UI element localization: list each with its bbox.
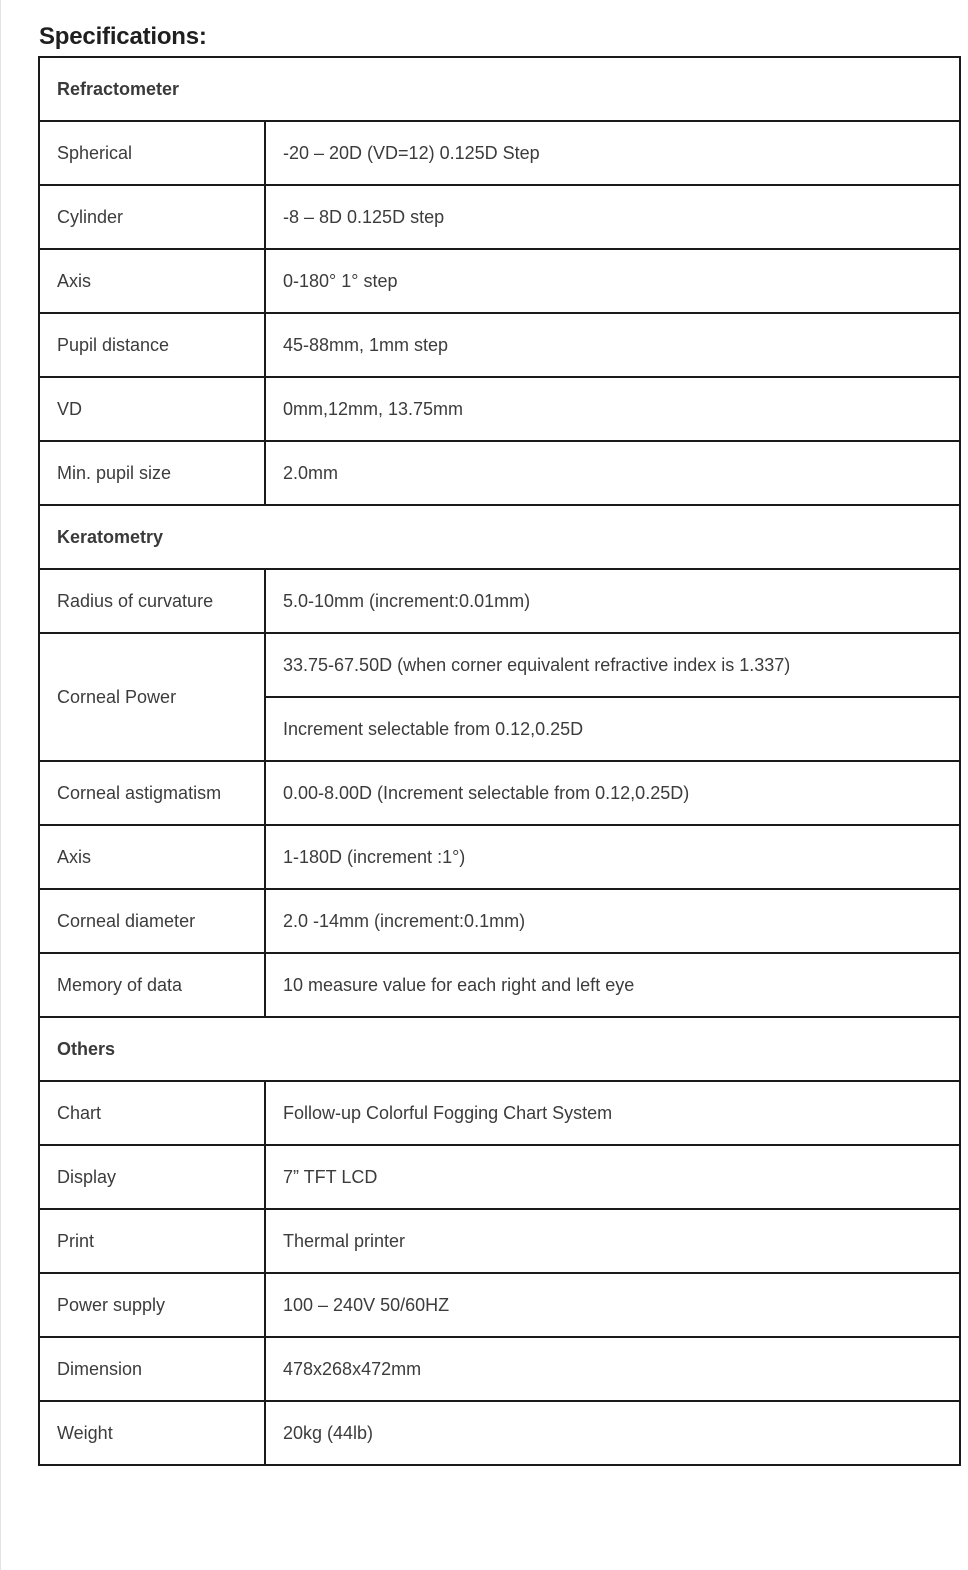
spec-label: Radius of curvature [39,569,265,633]
spec-label: VD [39,377,265,441]
spec-label: Axis [39,249,265,313]
spec-label: Pupil distance [39,313,265,377]
spec-value: 100 – 240V 50/60HZ [265,1273,960,1337]
table-row [39,249,960,313]
section-header-row [39,57,960,121]
spec-label: Power supply [39,1273,265,1337]
spec-value: 45-88mm, 1mm step [265,313,960,377]
section-header-row [39,505,960,569]
spec-label: Corneal diameter [39,889,265,953]
spec-value: 1-180D (increment :1°) [265,825,960,889]
table-row [39,889,960,953]
spec-label: Cylinder [39,185,265,249]
spec-label: Spherical [39,121,265,185]
table-row [39,825,960,889]
spec-value: Thermal printer [265,1209,960,1273]
table-row [39,1209,960,1273]
table-row [39,441,960,505]
specifications-table [38,56,961,1466]
spec-value: 10 measure value for each right and left eye [265,953,960,1017]
spec-value: -20 – 20D (VD=12) 0.125D Step [265,121,960,185]
table-row [39,633,960,697]
section-title: Refractometer [39,57,960,121]
spec-value: 0mm,12mm, 13.75mm [265,377,960,441]
table-row [39,377,960,441]
spec-value: Follow-up Colorful Fogging Chart System [265,1081,960,1145]
spec-label: Display [39,1145,265,1209]
spec-label: Chart [39,1081,265,1145]
table-row [39,1337,960,1401]
section-header-row [39,1017,960,1081]
spec-value: 0.00-8.00D (Increment selectable from 0.12,0.25D) [265,761,960,825]
section-title: Others [39,1017,960,1081]
table-row [39,1401,960,1465]
table-row [39,313,960,377]
page-title: Specifications: [39,23,207,50]
table-row [39,185,960,249]
table-row [39,953,960,1017]
spec-value: 20kg (44lb) [265,1401,960,1465]
spec-label: Dimension [39,1337,265,1401]
spec-label: Axis [39,825,265,889]
table-row [39,121,960,185]
spec-label: Memory of data [39,953,265,1017]
table-row [39,1145,960,1209]
spec-label: Weight [39,1401,265,1465]
spec-value: 5.0-10mm (increment:0.01mm) [265,569,960,633]
spec-label: Corneal Power [39,633,265,761]
spec-value: 33.75-67.50D (when corner equivalent refractive index is 1.337) [265,633,960,697]
table-row [39,569,960,633]
spec-value: 2.0 -14mm (increment:0.1mm) [265,889,960,953]
spec-value: 7” TFT LCD [265,1145,960,1209]
spec-value: 478x268x472mm [265,1337,960,1401]
page-edge [0,0,1,1570]
spec-label: Print [39,1209,265,1273]
spec-value: 0-180° 1° step [265,249,960,313]
table-row [39,1081,960,1145]
spec-label: Min. pupil size [39,441,265,505]
section-title: Keratometry [39,505,960,569]
table-row [39,761,960,825]
spec-value: Increment selectable from 0.12,0.25D [265,697,960,761]
spec-label: Corneal astigmatism [39,761,265,825]
table-row [39,1273,960,1337]
spec-value: -8 – 8D 0.125D step [265,185,960,249]
spec-value: 2.0mm [265,441,960,505]
